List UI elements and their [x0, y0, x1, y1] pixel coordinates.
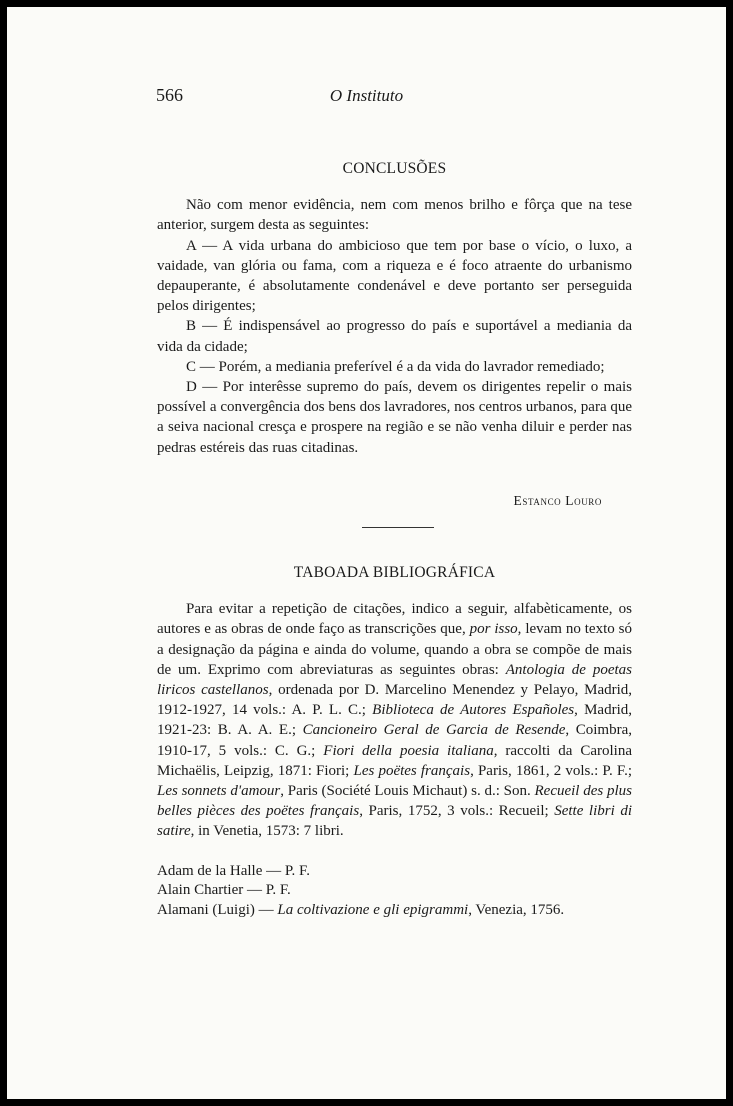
bibliography-entry	[157, 862, 632, 882]
text-run: Adam de la Halle — P. F.	[157, 862, 310, 879]
bibliography-section	[157, 563, 632, 920]
bibliography-heading: TABOADA BIBLIOGRÁFICA	[293, 564, 496, 581]
text-run: , Paris (Société Louis Michaut) s. d.: Son.	[280, 783, 535, 800]
conclusions-paragraph: B — É indispensável ao progresso do país e suportável a mediania da vida da cidade;	[157, 318, 632, 355]
conclusions-paragraph: C — Porém, a mediania preferível é a da vida do lavrador remediado;	[186, 358, 605, 375]
italic-title: La coltivazione e gli epigrammi	[277, 901, 469, 918]
text-run: Alamani (Luigi) —	[157, 901, 278, 918]
conclusions-paragraph: A — A vida urbana do ambicioso que tem por base o vício, o luxo, a vaidade, van glória ou fama, com a riqueza e é foco atraente do urbanismo depauperante, é absolutamente condenável e deve portanto ser perseguida pelos dirigentes;	[157, 237, 632, 315]
italic-title: Cancioneiro Geral de Garcia de Resende	[302, 722, 566, 739]
bibliography-intro	[157, 599, 632, 841]
text-run: , Madrid, 1921-23: B. A. A. E.;	[157, 702, 632, 739]
page	[7, 7, 726, 1099]
conclusions-paragraph: Não com menor evidência, nem com menos brilho e fôrça que na tese anterior, surgem desta as seguintes:	[157, 197, 632, 234]
italic-title: Recueil des plus belles pièces des poëtes français	[157, 783, 632, 820]
text-run: , Paris, 1752, 3 vols.: Recueil;	[359, 803, 555, 820]
text-run: , Paris, 1861, 2 vols.: P. F.;	[470, 762, 632, 779]
author-signature: Estanco Louro	[513, 493, 602, 508]
text-run: , levam no texto só a designação da página e ainda do volume, quando a obra se compõe de mais de um. Exprimo com abreviaturas as seguintes obras:	[157, 621, 632, 678]
italic-title: Biblioteca de Autores Españoles	[372, 702, 575, 719]
italic-title: Antologia de poetas liricos castellanos	[157, 661, 632, 699]
text-run: Para evitar a repetição de citações, indico a seguir, alfabèticamente, os autores e as obras de onde faço as transcrições que,	[157, 601, 632, 638]
bibliography-entry	[157, 881, 632, 901]
text-run: Alain Chartier — P. F.	[157, 882, 291, 899]
running-header	[7, 85, 726, 113]
italic-title: Sette libri di satire	[157, 803, 632, 840]
conclusions-heading: CONCLUSÕES	[342, 160, 447, 177]
bibliography-entries	[157, 862, 632, 921]
section-divider	[362, 527, 434, 528]
page-number: 566	[156, 85, 183, 105]
text-run: , raccolti da Carolina Michaëlis, Leipzig, 1871: Fiori;	[157, 742, 632, 779]
text-run: , Venezia, 1756.	[468, 901, 565, 918]
italic-title: Fiori della poesia italiana	[323, 742, 494, 759]
italic-title: por isso	[469, 621, 518, 638]
text-run: , in Venetia, 1573: 7 libri.	[190, 823, 344, 840]
conclusions-paragraph: D — Por interêsse supremo do país, devem os dirigentes repelir o mais possível a convergência dos bens dos lavradores, nos centros urbanos, para que a seiva nacional cresça e prospere na região e se não venha diluir e perder nas pedras estéreis das ruas citadinas.	[157, 379, 633, 456]
bibliography-entry	[157, 901, 632, 921]
journal-title: O Instituto	[329, 86, 404, 105]
italic-title: Les poëtes français	[353, 762, 471, 779]
conclusions-section	[157, 159, 632, 458]
italic-title: Les sonnets d'amour	[157, 783, 281, 800]
text-run: , Coimbra, 1910-17, 5 vols.: C. G.;	[157, 722, 632, 759]
text-run: , ordenada por D. Marcelino Menendez y Pelayo, Madrid, 1912-1927, 14 vols.: A. P. L. C.;	[157, 682, 633, 719]
